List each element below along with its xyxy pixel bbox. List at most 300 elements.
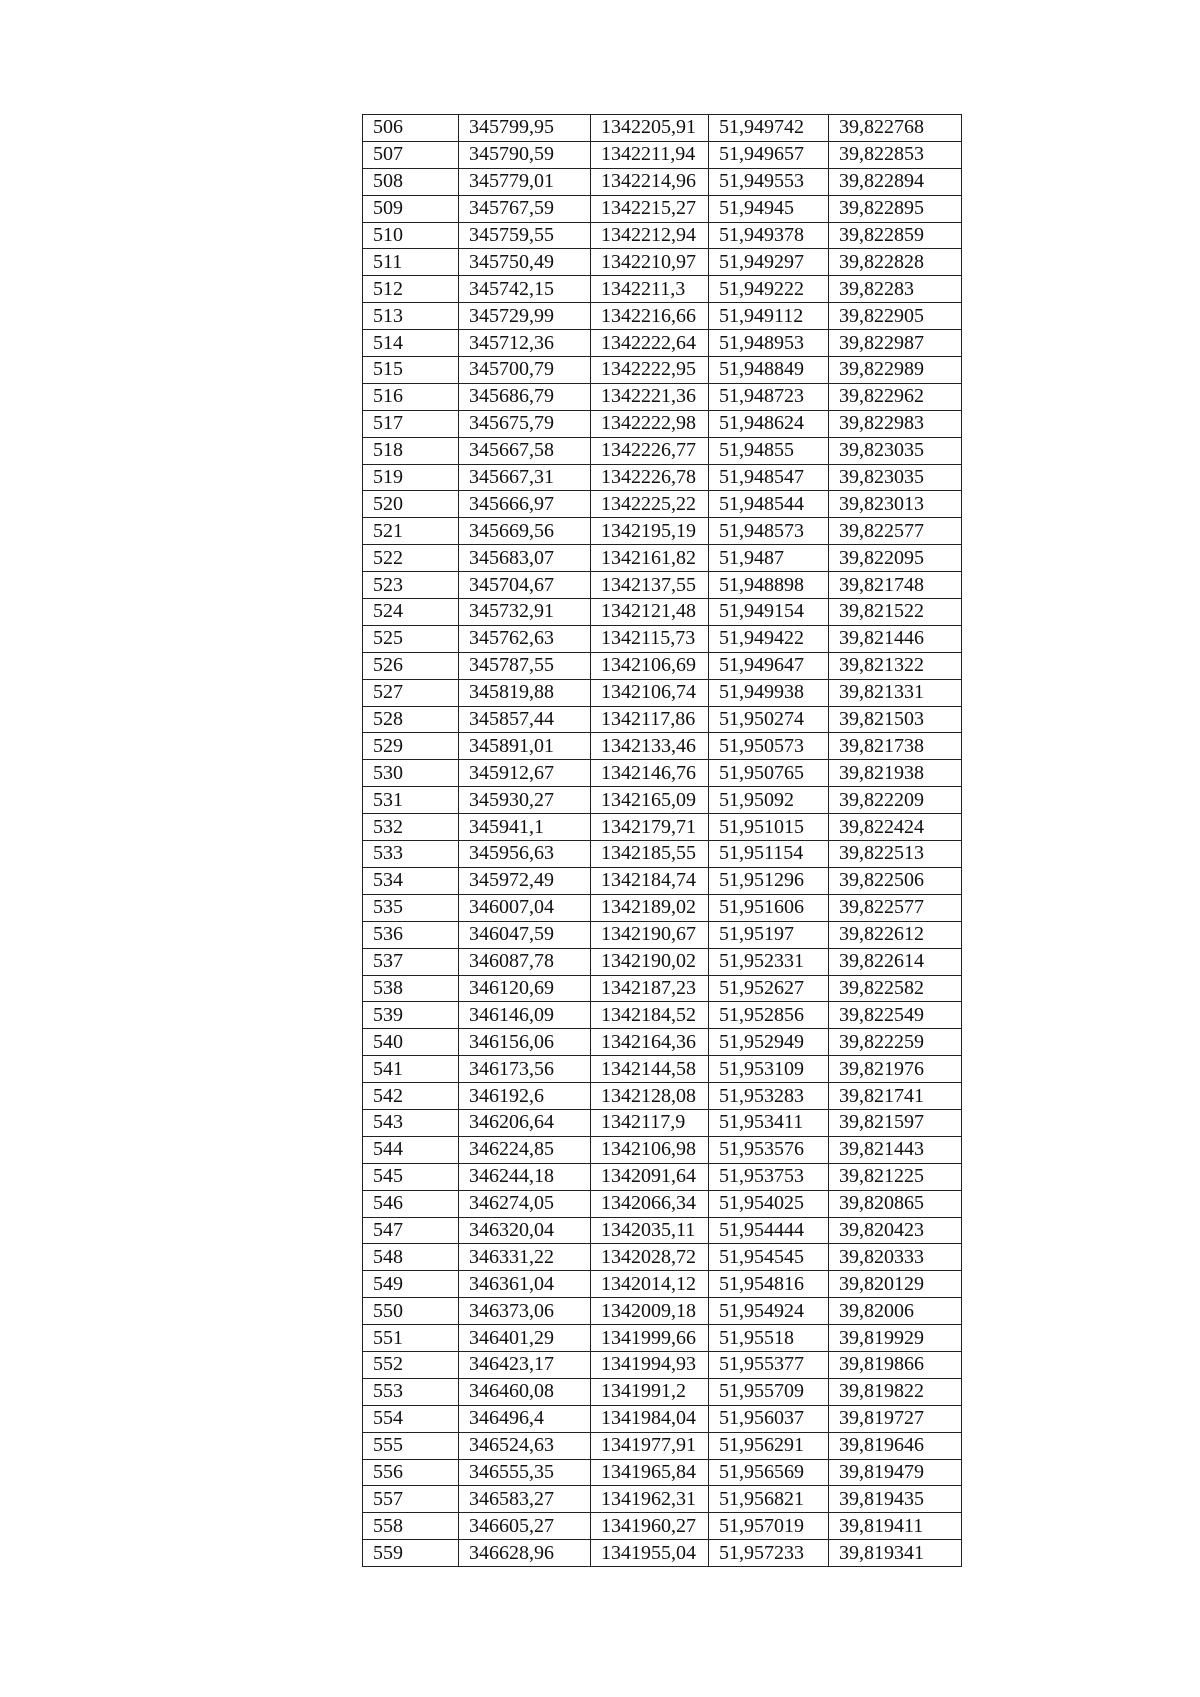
- y-coordinate-cell: 1341991,2: [591, 1378, 709, 1405]
- point-number-cell: 520: [363, 491, 459, 518]
- x-coordinate-cell: 346605,27: [459, 1513, 591, 1540]
- table-row: [363, 249, 962, 276]
- point-number-cell: 536: [363, 921, 459, 948]
- latitude-cell: 51,953753: [709, 1163, 829, 1190]
- table-row: [363, 1540, 962, 1567]
- longitude-cell: 39,82006: [829, 1298, 962, 1325]
- longitude-cell: 39,823013: [829, 491, 962, 518]
- latitude-cell: 51,949657: [709, 141, 829, 168]
- latitude-cell: 51,953576: [709, 1136, 829, 1163]
- longitude-cell: 39,822095: [829, 545, 962, 572]
- y-coordinate-cell: 1342091,64: [591, 1163, 709, 1190]
- x-coordinate-cell: 346496,4: [459, 1405, 591, 1432]
- latitude-cell: 51,952856: [709, 1002, 829, 1029]
- y-coordinate-cell: 1342222,64: [591, 330, 709, 357]
- latitude-cell: 51,956821: [709, 1486, 829, 1513]
- latitude-cell: 51,953283: [709, 1083, 829, 1110]
- table-row: [363, 141, 962, 168]
- point-number-cell: 559: [363, 1540, 459, 1567]
- longitude-cell: 39,821738: [829, 733, 962, 760]
- x-coordinate-cell: 346173,56: [459, 1056, 591, 1083]
- x-coordinate-cell: 345779,01: [459, 168, 591, 195]
- point-number-cell: 553: [363, 1378, 459, 1405]
- x-coordinate-cell: 345729,99: [459, 303, 591, 330]
- x-coordinate-cell: 345799,95: [459, 115, 591, 142]
- table-row: [363, 787, 962, 814]
- x-coordinate-cell: 346583,27: [459, 1486, 591, 1513]
- latitude-cell: 51,948573: [709, 518, 829, 545]
- point-number-cell: 506: [363, 115, 459, 142]
- point-number-cell: 533: [363, 841, 459, 868]
- table-row: [363, 1109, 962, 1136]
- x-coordinate-cell: 346156,06: [459, 1029, 591, 1056]
- table-row: [363, 115, 962, 142]
- x-coordinate-cell: 345759,55: [459, 222, 591, 249]
- table-row: [363, 1056, 962, 1083]
- point-number-cell: 556: [363, 1459, 459, 1486]
- y-coordinate-cell: 1342189,02: [591, 894, 709, 921]
- latitude-cell: 51,949553: [709, 168, 829, 195]
- latitude-cell: 51,956291: [709, 1432, 829, 1459]
- longitude-cell: 39,822989: [829, 357, 962, 384]
- longitude-cell: 39,822582: [829, 975, 962, 1002]
- point-number-cell: 507: [363, 141, 459, 168]
- point-number-cell: 558: [363, 1513, 459, 1540]
- x-coordinate-cell: 345750,49: [459, 249, 591, 276]
- point-number-cell: 555: [363, 1432, 459, 1459]
- latitude-cell: 51,949112: [709, 303, 829, 330]
- x-coordinate-cell: 345857,44: [459, 706, 591, 733]
- point-number-cell: 513: [363, 303, 459, 330]
- table-row: [363, 1405, 962, 1432]
- y-coordinate-cell: 1342212,94: [591, 222, 709, 249]
- latitude-cell: 51,955377: [709, 1351, 829, 1378]
- longitude-cell: 39,822577: [829, 894, 962, 921]
- table-row: [363, 303, 962, 330]
- x-coordinate-cell: 345667,31: [459, 464, 591, 491]
- latitude-cell: 51,953411: [709, 1109, 829, 1136]
- longitude-cell: 39,819929: [829, 1325, 962, 1352]
- x-coordinate-cell: 346628,96: [459, 1540, 591, 1567]
- table-row: [363, 1002, 962, 1029]
- x-coordinate-cell: 346361,04: [459, 1271, 591, 1298]
- y-coordinate-cell: 1342214,96: [591, 168, 709, 195]
- longitude-cell: 39,819727: [829, 1405, 962, 1432]
- latitude-cell: 51,957233: [709, 1540, 829, 1567]
- longitude-cell: 39,823035: [829, 464, 962, 491]
- x-coordinate-cell: 346274,05: [459, 1190, 591, 1217]
- latitude-cell: 51,954816: [709, 1271, 829, 1298]
- table-row: [363, 921, 962, 948]
- table-row: [363, 625, 962, 652]
- latitude-cell: 51,951606: [709, 894, 829, 921]
- x-coordinate-cell: 346007,04: [459, 894, 591, 921]
- latitude-cell: 51,948849: [709, 357, 829, 384]
- point-number-cell: 525: [363, 625, 459, 652]
- y-coordinate-cell: 1341965,84: [591, 1459, 709, 1486]
- y-coordinate-cell: 1342225,22: [591, 491, 709, 518]
- table-row: [363, 330, 962, 357]
- table-row: [363, 572, 962, 599]
- y-coordinate-cell: 1342009,18: [591, 1298, 709, 1325]
- y-coordinate-cell: 1341999,66: [591, 1325, 709, 1352]
- latitude-cell: 51,949742: [709, 115, 829, 142]
- x-coordinate-cell: 346146,09: [459, 1002, 591, 1029]
- longitude-cell: 39,822577: [829, 518, 962, 545]
- y-coordinate-cell: 1342211,3: [591, 276, 709, 303]
- longitude-cell: 39,821503: [829, 706, 962, 733]
- longitude-cell: 39,821976: [829, 1056, 962, 1083]
- longitude-cell: 39,82283: [829, 276, 962, 303]
- table-row: [363, 464, 962, 491]
- longitude-cell: 39,822895: [829, 195, 962, 222]
- table-row: [363, 491, 962, 518]
- y-coordinate-cell: 1342035,11: [591, 1217, 709, 1244]
- x-coordinate-cell: 346555,35: [459, 1459, 591, 1486]
- longitude-cell: 39,820423: [829, 1217, 962, 1244]
- longitude-cell: 39,821331: [829, 679, 962, 706]
- table-row: [363, 1190, 962, 1217]
- table-row: [363, 1136, 962, 1163]
- y-coordinate-cell: 1342187,23: [591, 975, 709, 1002]
- latitude-cell: 51,95092: [709, 787, 829, 814]
- point-number-cell: 516: [363, 383, 459, 410]
- latitude-cell: 51,948723: [709, 383, 829, 410]
- latitude-cell: 51,951154: [709, 841, 829, 868]
- table-row: [363, 276, 962, 303]
- point-number-cell: 552: [363, 1351, 459, 1378]
- table-row: [363, 518, 962, 545]
- table-row: [363, 760, 962, 787]
- longitude-cell: 39,823035: [829, 437, 962, 464]
- point-number-cell: 514: [363, 330, 459, 357]
- latitude-cell: 51,956037: [709, 1405, 829, 1432]
- latitude-cell: 51,952627: [709, 975, 829, 1002]
- x-coordinate-cell: 345956,63: [459, 841, 591, 868]
- longitude-cell: 39,819866: [829, 1351, 962, 1378]
- point-number-cell: 529: [363, 733, 459, 760]
- table-row: [363, 1513, 962, 1540]
- longitude-cell: 39,822828: [829, 249, 962, 276]
- point-number-cell: 549: [363, 1271, 459, 1298]
- x-coordinate-cell: 345972,49: [459, 867, 591, 894]
- x-coordinate-cell: 346206,64: [459, 1109, 591, 1136]
- y-coordinate-cell: 1342184,74: [591, 867, 709, 894]
- point-number-cell: 511: [363, 249, 459, 276]
- longitude-cell: 39,819822: [829, 1378, 962, 1405]
- longitude-cell: 39,822859: [829, 222, 962, 249]
- longitude-cell: 39,822894: [829, 168, 962, 195]
- x-coordinate-cell: 346320,04: [459, 1217, 591, 1244]
- x-coordinate-cell: 346423,17: [459, 1351, 591, 1378]
- table-row: [363, 1325, 962, 1352]
- coordinates-table: [362, 114, 962, 1567]
- longitude-cell: 39,819341: [829, 1540, 962, 1567]
- point-number-cell: 510: [363, 222, 459, 249]
- y-coordinate-cell: 1342106,74: [591, 679, 709, 706]
- table-row: [363, 679, 962, 706]
- point-number-cell: 546: [363, 1190, 459, 1217]
- latitude-cell: 51,954545: [709, 1244, 829, 1271]
- y-coordinate-cell: 1342222,98: [591, 410, 709, 437]
- table-row: [363, 841, 962, 868]
- y-coordinate-cell: 1342165,09: [591, 787, 709, 814]
- table-row: [363, 357, 962, 384]
- longitude-cell: 39,822905: [829, 303, 962, 330]
- longitude-cell: 39,821597: [829, 1109, 962, 1136]
- table-row: [363, 1244, 962, 1271]
- y-coordinate-cell: 1342211,94: [591, 141, 709, 168]
- y-coordinate-cell: 1342106,69: [591, 652, 709, 679]
- x-coordinate-cell: 345700,79: [459, 357, 591, 384]
- x-coordinate-cell: 345675,79: [459, 410, 591, 437]
- longitude-cell: 39,819646: [829, 1432, 962, 1459]
- latitude-cell: 51,955709: [709, 1378, 829, 1405]
- point-number-cell: 544: [363, 1136, 459, 1163]
- y-coordinate-cell: 1342179,71: [591, 814, 709, 841]
- x-coordinate-cell: 345732,91: [459, 599, 591, 626]
- x-coordinate-cell: 345930,27: [459, 787, 591, 814]
- table-row: [363, 383, 962, 410]
- point-number-cell: 519: [363, 464, 459, 491]
- y-coordinate-cell: 1342117,9: [591, 1109, 709, 1136]
- x-coordinate-cell: 346047,59: [459, 921, 591, 948]
- table-row: [363, 1378, 962, 1405]
- latitude-cell: 51,94855: [709, 437, 829, 464]
- point-number-cell: 532: [363, 814, 459, 841]
- y-coordinate-cell: 1342195,19: [591, 518, 709, 545]
- longitude-cell: 39,821522: [829, 599, 962, 626]
- latitude-cell: 51,954025: [709, 1190, 829, 1217]
- x-coordinate-cell: 345704,67: [459, 572, 591, 599]
- y-coordinate-cell: 1342146,76: [591, 760, 709, 787]
- point-number-cell: 534: [363, 867, 459, 894]
- y-coordinate-cell: 1342133,46: [591, 733, 709, 760]
- longitude-cell: 39,821322: [829, 652, 962, 679]
- longitude-cell: 39,819479: [829, 1459, 962, 1486]
- latitude-cell: 51,950573: [709, 733, 829, 760]
- longitude-cell: 39,822424: [829, 814, 962, 841]
- point-number-cell: 548: [363, 1244, 459, 1271]
- x-coordinate-cell: 345669,56: [459, 518, 591, 545]
- y-coordinate-cell: 1342121,48: [591, 599, 709, 626]
- table-row: [363, 168, 962, 195]
- table-row: [363, 975, 962, 1002]
- latitude-cell: 51,948547: [709, 464, 829, 491]
- x-coordinate-cell: 345767,59: [459, 195, 591, 222]
- longitude-cell: 39,822768: [829, 115, 962, 142]
- y-coordinate-cell: 1342014,12: [591, 1271, 709, 1298]
- y-coordinate-cell: 1342028,72: [591, 1244, 709, 1271]
- x-coordinate-cell: 345712,36: [459, 330, 591, 357]
- longitude-cell: 39,822209: [829, 787, 962, 814]
- latitude-cell: 51,950765: [709, 760, 829, 787]
- longitude-cell: 39,819435: [829, 1486, 962, 1513]
- point-number-cell: 541: [363, 1056, 459, 1083]
- point-number-cell: 540: [363, 1029, 459, 1056]
- latitude-cell: 51,949647: [709, 652, 829, 679]
- table-row: [363, 1163, 962, 1190]
- x-coordinate-cell: 346373,06: [459, 1298, 591, 1325]
- point-number-cell: 542: [363, 1083, 459, 1110]
- point-number-cell: 522: [363, 545, 459, 572]
- longitude-cell: 39,821741: [829, 1083, 962, 1110]
- latitude-cell: 51,94945: [709, 195, 829, 222]
- coordinates-table-body: [363, 115, 962, 1567]
- y-coordinate-cell: 1342216,66: [591, 303, 709, 330]
- point-number-cell: 535: [363, 894, 459, 921]
- latitude-cell: 51,95197: [709, 921, 829, 948]
- table-row: [363, 1083, 962, 1110]
- latitude-cell: 51,949378: [709, 222, 829, 249]
- table-row: [363, 1029, 962, 1056]
- point-number-cell: 545: [363, 1163, 459, 1190]
- point-number-cell: 528: [363, 706, 459, 733]
- latitude-cell: 51,9487: [709, 545, 829, 572]
- point-number-cell: 524: [363, 599, 459, 626]
- longitude-cell: 39,822506: [829, 867, 962, 894]
- latitude-cell: 51,957019: [709, 1513, 829, 1540]
- table-row: [363, 948, 962, 975]
- latitude-cell: 51,949938: [709, 679, 829, 706]
- latitude-cell: 51,951296: [709, 867, 829, 894]
- x-coordinate-cell: 345762,63: [459, 625, 591, 652]
- y-coordinate-cell: 1341962,31: [591, 1486, 709, 1513]
- x-coordinate-cell: 346460,08: [459, 1378, 591, 1405]
- point-number-cell: 517: [363, 410, 459, 437]
- longitude-cell: 39,822853: [829, 141, 962, 168]
- point-number-cell: 550: [363, 1298, 459, 1325]
- longitude-cell: 39,819411: [829, 1513, 962, 1540]
- table-row: [363, 410, 962, 437]
- y-coordinate-cell: 1341994,93: [591, 1351, 709, 1378]
- latitude-cell: 51,950274: [709, 706, 829, 733]
- x-coordinate-cell: 345891,01: [459, 733, 591, 760]
- x-coordinate-cell: 346087,78: [459, 948, 591, 975]
- longitude-cell: 39,821938: [829, 760, 962, 787]
- x-coordinate-cell: 345941,1: [459, 814, 591, 841]
- table-row: [363, 706, 962, 733]
- longitude-cell: 39,821225: [829, 1163, 962, 1190]
- longitude-cell: 39,822987: [829, 330, 962, 357]
- latitude-cell: 51,949222: [709, 276, 829, 303]
- longitude-cell: 39,820865: [829, 1190, 962, 1217]
- longitude-cell: 39,822962: [829, 383, 962, 410]
- y-coordinate-cell: 1342205,91: [591, 115, 709, 142]
- longitude-cell: 39,822614: [829, 948, 962, 975]
- latitude-cell: 51,948898: [709, 572, 829, 599]
- x-coordinate-cell: 345667,58: [459, 437, 591, 464]
- x-coordinate-cell: 346244,18: [459, 1163, 591, 1190]
- point-number-cell: 526: [363, 652, 459, 679]
- y-coordinate-cell: 1342221,36: [591, 383, 709, 410]
- point-number-cell: 527: [363, 679, 459, 706]
- y-coordinate-cell: 1342222,95: [591, 357, 709, 384]
- point-number-cell: 523: [363, 572, 459, 599]
- latitude-cell: 51,949422: [709, 625, 829, 652]
- y-coordinate-cell: 1342144,58: [591, 1056, 709, 1083]
- x-coordinate-cell: 346192,6: [459, 1083, 591, 1110]
- x-coordinate-cell: 346120,69: [459, 975, 591, 1002]
- x-coordinate-cell: 345787,55: [459, 652, 591, 679]
- latitude-cell: 51,948544: [709, 491, 829, 518]
- longitude-cell: 39,821446: [829, 625, 962, 652]
- y-coordinate-cell: 1342184,52: [591, 1002, 709, 1029]
- x-coordinate-cell: 346331,22: [459, 1244, 591, 1271]
- latitude-cell: 51,952331: [709, 948, 829, 975]
- table-row: [363, 867, 962, 894]
- x-coordinate-cell: 346224,85: [459, 1136, 591, 1163]
- y-coordinate-cell: 1342115,73: [591, 625, 709, 652]
- point-number-cell: 554: [363, 1405, 459, 1432]
- point-number-cell: 539: [363, 1002, 459, 1029]
- y-coordinate-cell: 1341955,04: [591, 1540, 709, 1567]
- latitude-cell: 51,949297: [709, 249, 829, 276]
- point-number-cell: 512: [363, 276, 459, 303]
- point-number-cell: 509: [363, 195, 459, 222]
- x-coordinate-cell: 345686,79: [459, 383, 591, 410]
- point-number-cell: 508: [363, 168, 459, 195]
- table-row: [363, 1271, 962, 1298]
- longitude-cell: 39,821748: [829, 572, 962, 599]
- x-coordinate-cell: 345790,59: [459, 141, 591, 168]
- x-coordinate-cell: 346401,29: [459, 1325, 591, 1352]
- latitude-cell: 51,949154: [709, 599, 829, 626]
- y-coordinate-cell: 1342215,27: [591, 195, 709, 222]
- table-row: [363, 894, 962, 921]
- latitude-cell: 51,948953: [709, 330, 829, 357]
- y-coordinate-cell: 1342066,34: [591, 1190, 709, 1217]
- longitude-cell: 39,822612: [829, 921, 962, 948]
- y-coordinate-cell: 1342210,97: [591, 249, 709, 276]
- x-coordinate-cell: 345666,97: [459, 491, 591, 518]
- table-row: [363, 1298, 962, 1325]
- latitude-cell: 51,951015: [709, 814, 829, 841]
- point-number-cell: 521: [363, 518, 459, 545]
- point-number-cell: 538: [363, 975, 459, 1002]
- y-coordinate-cell: 1342137,55: [591, 572, 709, 599]
- x-coordinate-cell: 345819,88: [459, 679, 591, 706]
- longitude-cell: 39,822983: [829, 410, 962, 437]
- y-coordinate-cell: 1342226,78: [591, 464, 709, 491]
- longitude-cell: 39,822259: [829, 1029, 962, 1056]
- table-row: [363, 1486, 962, 1513]
- latitude-cell: 51,952949: [709, 1029, 829, 1056]
- point-number-cell: 515: [363, 357, 459, 384]
- point-number-cell: 537: [363, 948, 459, 975]
- table-row: [363, 652, 962, 679]
- table-row: [363, 1217, 962, 1244]
- table-row: [363, 814, 962, 841]
- longitude-cell: 39,820129: [829, 1271, 962, 1298]
- longitude-cell: 39,821443: [829, 1136, 962, 1163]
- x-coordinate-cell: 345683,07: [459, 545, 591, 572]
- latitude-cell: 51,948624: [709, 410, 829, 437]
- latitude-cell: 51,954924: [709, 1298, 829, 1325]
- y-coordinate-cell: 1342190,67: [591, 921, 709, 948]
- point-number-cell: 531: [363, 787, 459, 814]
- y-coordinate-cell: 1342185,55: [591, 841, 709, 868]
- table-row: [363, 1351, 962, 1378]
- y-coordinate-cell: 1342190,02: [591, 948, 709, 975]
- point-number-cell: 547: [363, 1217, 459, 1244]
- latitude-cell: 51,953109: [709, 1056, 829, 1083]
- point-number-cell: 551: [363, 1325, 459, 1352]
- x-coordinate-cell: 345912,67: [459, 760, 591, 787]
- x-coordinate-cell: 346524,63: [459, 1432, 591, 1459]
- table-row: [363, 1432, 962, 1459]
- point-number-cell: 518: [363, 437, 459, 464]
